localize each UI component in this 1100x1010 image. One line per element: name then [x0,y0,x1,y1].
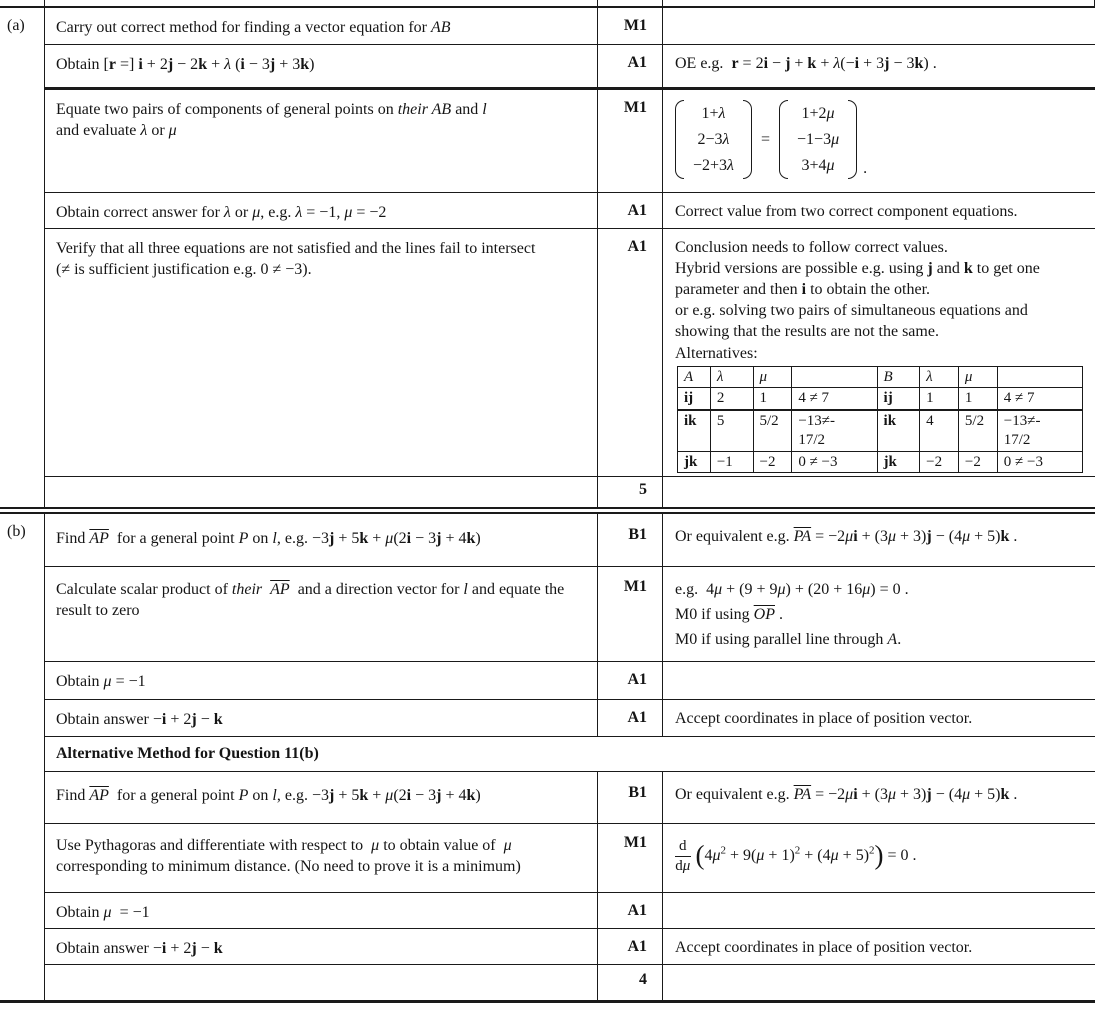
column-rule-stub [44,0,46,6]
right-parenthesis [743,100,752,179]
alt-cell: −1 [710,451,753,473]
criterion-cell [45,477,598,507]
right-parenthesis [848,100,857,179]
criterion-cell: Verify that all three equations are not satisfied and the lines fail to intersect (≠ is sufficient justification e.g. 0 ≠ −3). [45,229,598,476]
mark-row [45,514,1095,567]
alt-cell: 5 [710,410,753,451]
criterion-cell: Obtain [r =] i + 2j − 2k + λ (i − 3j + 3k) [45,45,598,87]
criterion-cell: Obtain μ = −1 [45,662,598,699]
alt-cell: 0 ≠ −3 [997,451,1082,473]
comment-text: Conclusion needs to follow correct values. Hybrid versions are possible e.g. using j and k to get one parameter and then i to obtain the other. or e.g. solving two pairs of simultaneous equations and showing that the results are not the same. Alternatives: [675,239,1040,362]
total-marks-cell: 4 [598,965,663,1000]
alt-header-cell [997,366,1082,388]
mark-cell: M1 [598,824,663,892]
criterion-cell: Use Pythagoras and differentiate with respect to μ to obtain value of μ corresponding to minimum distance. (No need to prove it is a minimum) [45,824,598,892]
mark-cell: B1 [598,772,663,823]
comment-cell: Correct value from two correct component equations. [675,203,1018,220]
alt-cell: ij [678,388,711,410]
alternative-method-header: Alternative Method for Question 11(b) [56,745,319,762]
alt-cell: −2 [920,451,959,473]
mark-cell: A1 [598,229,663,476]
part-b [0,514,1095,1000]
mark-row [45,567,1095,662]
part-a-label [0,8,45,507]
alt-header-cell: λ [710,366,753,388]
alt-header-cell: A [678,366,711,388]
mark-row [45,8,1095,45]
column-rule-stub [1094,0,1096,6]
mark-cell: B1 [598,514,663,566]
alt-cell: 1 [958,388,997,410]
alt-cell: 5/2 [958,410,997,451]
section-divider [0,507,1095,514]
alt-table-row [678,388,1083,410]
part-a [0,8,1095,507]
mark-cell: A1 [598,662,663,699]
comment-cell: $\frac{d}{d\mu}$ $(4\mu^2 + 9(\mu + 1)^2 + (4\mu + 5)^2) = 0$ . [675,838,917,874]
alt-cell: −13≠- 17/2 [997,410,1082,451]
alt-cell: 4 ≠ 7 [792,388,877,410]
alt-table-header-row [678,366,1083,388]
part-b-label [0,514,45,1000]
mark-row [45,893,1095,929]
mark-row [45,45,1095,90]
mark-cell: A1 [598,193,663,228]
vector-entry: 1+λ [701,105,726,122]
table-top-edge [0,0,1095,8]
mark-row [45,90,1095,193]
alt-cell: 4 ≠ 7 [997,388,1082,410]
table-bottom-edge [0,1000,1095,1003]
left-parenthesis [779,100,788,179]
comment-cell: Or equivalent e.g. $\overline{PA} = -2\mu i + (3\mu + 3)j - (4\mu + 5)k$ . [675,786,1018,803]
alternative-method-row [45,737,1095,772]
alt-cell: jk [877,451,920,473]
alt-cell: 1 [753,388,792,410]
vector-entry: 2−3λ [697,131,730,149]
mark-row [45,824,1095,893]
alt-cell: jk [678,451,711,473]
alt-cell: 1 [920,388,959,410]
comment-cell [663,662,1095,699]
mark-cell: A1 [598,700,663,736]
alt-cell: 4 [920,410,959,451]
mark-cell: A1 [598,45,663,87]
alt-cell: −2 [753,451,792,473]
mark-row [45,193,1095,229]
criterion-cell: Obtain answer −i + 2j − k [45,700,598,736]
criterion-cell: Obtain answer −i + 2j − k [45,929,598,964]
alt-table-row [678,410,1083,451]
alt-header-cell: μ [753,366,792,388]
alt-cell: 2 [710,388,753,410]
comment-cell [663,8,1095,44]
mark-row [45,772,1095,824]
total-row [45,477,1095,507]
mark-row [45,929,1095,965]
vector-entry: −1−3μ [797,131,840,149]
alt-cell: ik [877,410,920,451]
mark-row [45,662,1095,700]
alt-cell: −13≠- 17/2 [792,410,877,451]
period: . [863,160,868,178]
mark-cell: A1 [598,929,663,964]
comment-cell [663,229,1095,476]
comment-cell: Accept coordinates in place of position vector. [675,710,973,727]
criterion-cell: Equate two pairs of components of general points on their AB and l and evaluate λ or μ [45,90,598,192]
alt-header-cell: μ [958,366,997,388]
alt-table-row [678,451,1083,473]
vector-equation [675,100,867,179]
mark-cell: M1 [598,8,663,44]
comment-cell: e.g. 4μ + (9 + 9μ) + (20 + 16μ) = 0 . M0 if using $\overline{OP}$ . M0 if using parallel line through A. [675,581,909,648]
alt-cell: 0 ≠ −3 [792,451,877,473]
comment-cell [663,477,1095,507]
criterion-cell [45,965,598,1000]
alt-cell: −2 [958,451,997,473]
criterion-cell: Find $\overline{AP}$ for a general point P on l, e.g. −3j + 5k + μ(2i − 3j + 4k) [45,772,598,823]
criterion-cell: Find $\overline{AP}$ for a general point P on l, e.g. −3j + 5k + μ(2i − 3j + 4k) [45,514,598,566]
vector-entry: −2+3λ [693,157,734,175]
comment-cell [663,965,1095,1000]
mark-cell: M1 [598,90,663,192]
comment-cell: Or equivalent e.g. $\overline{PA} = -2\mu i + (3\mu + 3)j - (4\mu + 5)k$ . [675,528,1018,545]
comment-cell: OE e.g. r = 2i − j + k + λ(−i + 3j − 3k) . [675,55,937,72]
comment-cell: Accept coordinates in place of position vector. [675,939,973,956]
alt-cell: 5/2 [753,410,792,451]
alt-header-cell [792,366,877,388]
part-label-text: (b) [7,523,26,540]
column-rule-stub [662,0,664,6]
equals-sign: = [760,131,771,149]
comment-cell [663,90,1095,192]
alt-header-cell: λ [920,366,959,388]
mark-cell: M1 [598,567,663,661]
mark-cell: A1 [598,893,663,928]
mark-row [45,229,1095,477]
criterion-cell: Carry out correct method for finding a vector equation for AB [45,8,598,44]
total-row [45,965,1095,1000]
column-rule-stub [597,0,599,6]
vector-entry: 3+4μ [801,157,835,175]
criterion-cell: Calculate scalar product of their $\overline{AP}$ and a direction vector for l and equate the result to zero [45,567,598,661]
column-vector-left [684,100,743,179]
left-parenthesis [675,100,684,179]
comment-cell [663,893,1095,928]
alternatives-table [677,366,1083,474]
alt-cell: ij [877,388,920,410]
criterion-cell: Obtain correct answer for λ or μ, e.g. λ = −1, μ = −2 [45,193,598,228]
criterion-cell: Obtain μ = −1 [45,893,598,928]
alt-cell: ik [678,410,711,451]
column-vector-right [788,100,848,179]
total-marks-cell: 5 [598,477,663,507]
alt-header-cell: B [877,366,920,388]
mark-row [45,700,1095,737]
vector-entry: 1+2μ [801,105,835,122]
part-label-text: (a) [7,17,25,34]
